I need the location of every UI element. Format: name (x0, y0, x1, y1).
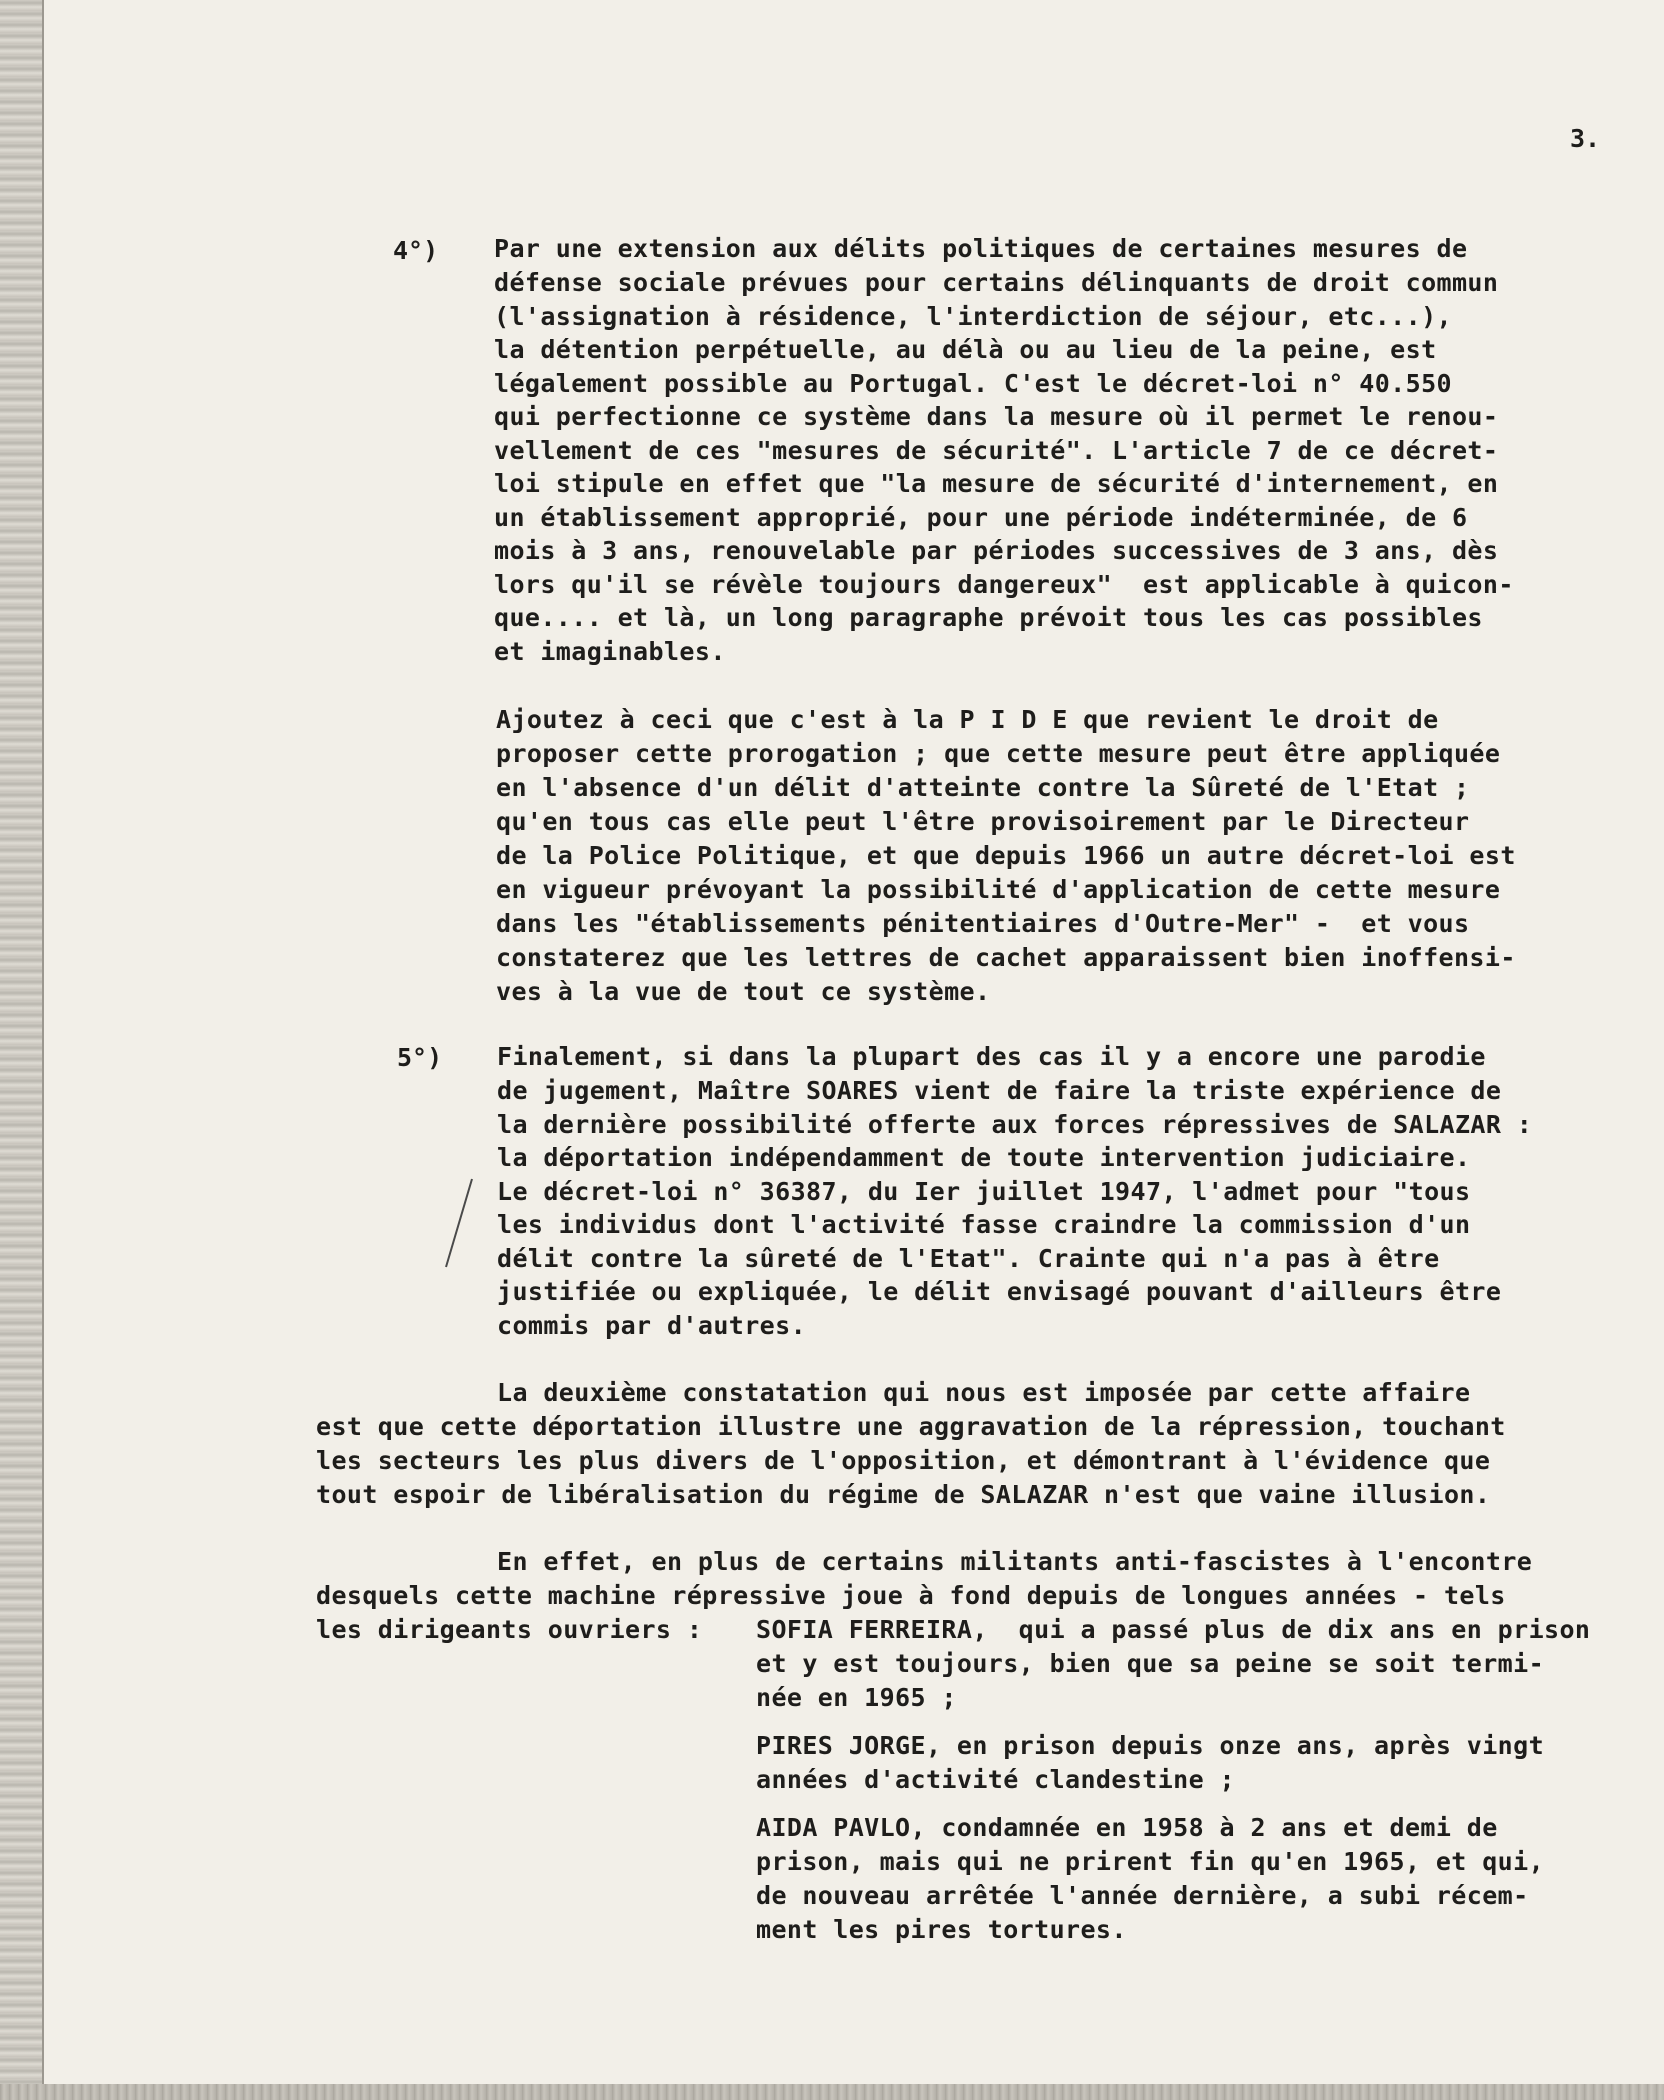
text-line: de jugement, Maître SOARES vient de faire la triste expérience de (497, 1076, 1502, 1105)
text-line: desquels cette machine répressive joue à fond depuis de longues années - tels (316, 1581, 1506, 1610)
text-line: ves à la vue de tout ce système. (496, 977, 991, 1006)
text-line: vellement de ces "mesures de sécurité". L'article 7 de ce décret- (494, 436, 1499, 465)
text-line: défense sociale prévues pour certains délinquants de droit commun (494, 268, 1499, 297)
text-line: En effet, en plus de certains militants anti-fascistes à l'encontre (497, 1547, 1533, 1576)
text-line: Ajoutez à ceci que c'est à la P I D E que revient le droit de (496, 705, 1439, 734)
section-5-label: 5°) (397, 1043, 443, 1072)
text-line: Finalement, si dans la plupart des cas il y a encore une parodie (497, 1042, 1486, 1071)
text-line: lors qu'il se révèle toujours dangereux" est applicable à quicon- (494, 570, 1514, 599)
text-line: de la Police Politique, et que depuis 1966 un autre décret-loi est (496, 841, 1516, 870)
text-line: qui perfectionne ce système dans la mesure où il permet le renou- (494, 402, 1499, 431)
text-line: et imaginables. (494, 637, 726, 666)
text-line: de nouveau arrêtée l'année dernière, a subi récem- (756, 1881, 1529, 1910)
text-line: La deuxième constatation qui nous est imposée par cette affaire (497, 1378, 1471, 1407)
section-4-label: 4°) (393, 236, 439, 265)
text-line: dans les "établissements pénitentiaires d'Outre-Mer" - et vous (496, 909, 1470, 938)
text-line: et y est toujours, bien que sa peine se soit termi- (756, 1649, 1545, 1678)
text-line: loi stipule en effet que "la mesure de sécurité d'internement, en (494, 469, 1499, 498)
scan-left-edge (0, 0, 44, 2100)
text-line: constaterez que les lettres de cachet apparaissent bien inoffensi- (496, 943, 1516, 972)
text-line: les secteurs les plus divers de l'opposition, et démontrant à l'évidence que (316, 1446, 1491, 1475)
text-line: justifiée ou expliquée, le délit envisagé pouvant d'ailleurs être (497, 1277, 1502, 1306)
text-line: commis par d'autres. (497, 1311, 807, 1340)
text-line: Par une extension aux délits politiques de certaines mesures de (494, 234, 1468, 263)
text-line: la déportation indépendamment de toute intervention judiciaire. (497, 1143, 1471, 1172)
text-line: un établissement approprié, pour une période indéterminée, de 6 (494, 503, 1468, 532)
text-line: délit contre la sûreté de l'Etat". Crainte qui n'a pas à être (497, 1244, 1440, 1273)
text-line: années d'activité clandestine ; (756, 1765, 1235, 1794)
text-line: les dirigeants ouvriers : (316, 1615, 703, 1644)
pencil-margin-mark (438, 1175, 478, 1275)
text-line: la détention perpétuelle, au délà ou au lieu de la peine, est (494, 335, 1437, 364)
text-line: SOFIA FERREIRA, qui a passé plus de dix ans en prison (756, 1615, 1591, 1644)
text-line: (l'assignation à résidence, l'interdiction de séjour, etc...), (494, 302, 1452, 331)
text-line: en l'absence d'un délit d'atteinte contre la Sûreté de l'Etat ; (496, 773, 1470, 802)
text-line: que.... et là, un long paragraphe prévoit tous les cas possibles (494, 603, 1483, 632)
text-line: ment les pires tortures. (756, 1915, 1127, 1944)
page-number: 3. (1570, 124, 1601, 153)
text-line: AIDA PAVLO, condamnée en 1958 à 2 ans et demi de (756, 1813, 1498, 1842)
scan-bottom-edge (0, 2084, 1664, 2100)
text-line: la dernière possibilité offerte aux forces répressives de SALAZAR : (497, 1110, 1533, 1139)
text-line: prison, mais qui ne prirent fin qu'en 1965, et qui, (756, 1847, 1545, 1876)
text-line: née en 1965 ; (756, 1683, 957, 1712)
text-line: légalement possible au Portugal. C'est le décret-loi n° 40.550 (494, 369, 1452, 398)
text-line: mois à 3 ans, renouvelable par périodes successives de 3 ans, dès (494, 536, 1499, 565)
text-line: en vigueur prévoyant la possibilité d'application de cette mesure (496, 875, 1501, 904)
text-line: Le décret-loi n° 36387, du Ier juillet 1947, l'admet pour "tous (497, 1177, 1471, 1206)
text-line: tout espoir de libéralisation du régime de SALAZAR n'est que vaine illusion. (316, 1480, 1491, 1509)
text-line: proposer cette prorogation ; que cette mesure peut être appliquée (496, 739, 1501, 768)
text-line: PIRES JORGE, en prison depuis onze ans, après vingt (756, 1731, 1545, 1760)
text-line: est que cette déportation illustre une aggravation de la répression, touchant (316, 1412, 1506, 1441)
text-line: qu'en tous cas elle peut l'être provisoirement par le Directeur (496, 807, 1470, 836)
text-line: les individus dont l'activité fasse craindre la commission d'un (497, 1210, 1471, 1239)
